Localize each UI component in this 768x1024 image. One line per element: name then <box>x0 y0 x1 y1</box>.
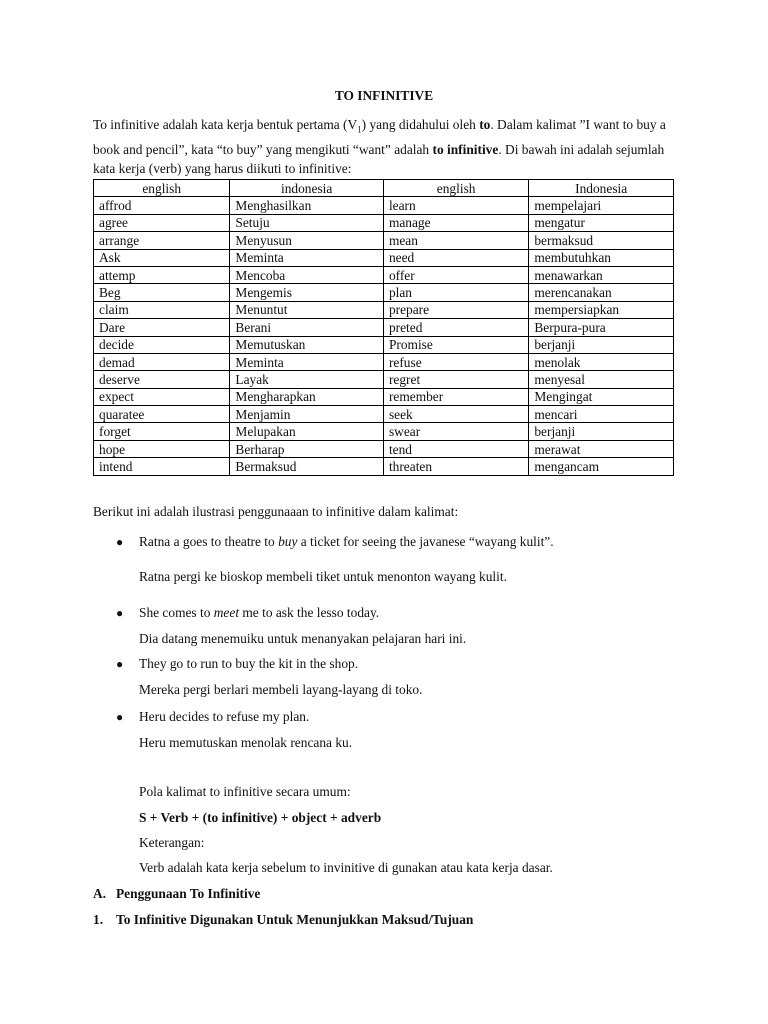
example-sentence: She comes to meet me to ask the lesso today. <box>139 605 380 620</box>
table-cell: menawarkan <box>529 266 674 283</box>
table-cell: Menyusun <box>230 232 384 249</box>
table-cell: intend <box>94 458 230 475</box>
table-cell: Menghasilkan <box>230 197 384 214</box>
intro-text-2: ) yang didahului oleh <box>361 117 480 132</box>
section-a-marker: A. <box>93 886 107 901</box>
table-row <box>94 284 674 301</box>
table-cell: need <box>383 249 528 266</box>
bullet-icon: ● <box>116 657 124 671</box>
table-cell: hope <box>94 440 230 457</box>
table-row <box>94 301 674 318</box>
table-cell: tend <box>383 440 528 457</box>
table-cell: decide <box>94 336 230 353</box>
table-cell: demad <box>94 353 230 370</box>
table-cell: Layak <box>230 371 384 388</box>
table-header: indonesia <box>230 180 384 197</box>
intro-text-4: . Di bawah ini adalah sejumlah kata kerja (verb) yang harus diikuti to infinitive: <box>93 141 665 176</box>
intro-subscript: 1 <box>357 124 362 135</box>
table-cell: affrod <box>94 197 230 214</box>
table-cell: Ask <box>94 249 230 266</box>
table-cell: arrange <box>94 232 230 249</box>
table-cell: mempersiapkan <box>529 301 674 318</box>
example-sentence: Heru decides to refuse my plan. <box>139 709 310 724</box>
table-cell: mengatur <box>529 214 674 231</box>
section-1-marker: 1. <box>93 912 104 927</box>
table-cell: regret <box>383 371 528 388</box>
table-cell: Menjamin <box>230 406 384 423</box>
table-cell: Meminta <box>230 249 384 266</box>
table-cell: Berpura-pura <box>529 319 674 336</box>
bullet-icon: ● <box>116 710 124 724</box>
table-row <box>94 214 674 231</box>
table-cell: deserve <box>94 371 230 388</box>
table-cell: mean <box>383 232 528 249</box>
table-row <box>94 371 674 388</box>
table-row <box>94 423 674 440</box>
section-a-heading: Penggunaan To Infinitive <box>116 886 261 901</box>
table-row <box>94 353 674 370</box>
table-cell: Bermaksud <box>230 458 384 475</box>
table-cell: Promise <box>383 336 528 353</box>
section-1-heading: To Infinitive Digunakan Untuk Menunjukkan Maksud/Tujuan <box>116 912 474 927</box>
table-row <box>94 249 674 266</box>
table-cell: Mengemis <box>230 284 384 301</box>
table-cell: membutuhkan <box>529 249 674 266</box>
table-row <box>94 266 674 283</box>
table-cell: mencari <box>529 406 674 423</box>
example-translation: Mereka pergi berlari membeli layang-layang di toko. <box>139 682 423 697</box>
table-cell: Berani <box>230 319 384 336</box>
table-header: Indonesia <box>529 180 674 197</box>
table-cell: learn <box>383 197 528 214</box>
table-cell: merencanakan <box>529 284 674 301</box>
table-cell: quaratee <box>94 406 230 423</box>
table-header: english <box>383 180 528 197</box>
table-cell: berjanji <box>529 336 674 353</box>
example-translation: Heru memutuskan menolak rencana ku. <box>139 735 353 750</box>
pattern-intro: Pola kalimat to infinitive secara umum: <box>139 784 351 799</box>
table-row <box>94 388 674 405</box>
table-cell: menyesal <box>529 371 674 388</box>
table-cell: Meminta <box>230 353 384 370</box>
example-sentence: They go to run to buy the kit in the shop. <box>139 656 359 671</box>
table-cell: manage <box>383 214 528 231</box>
table-cell: forget <box>94 423 230 440</box>
table-cell: berjanji <box>529 423 674 440</box>
table-cell: Berharap <box>230 440 384 457</box>
table-row <box>94 406 674 423</box>
table-cell: swear <box>383 423 528 440</box>
table-body <box>94 197 674 475</box>
table-cell: expect <box>94 388 230 405</box>
table-cell: attemp <box>94 266 230 283</box>
table-cell: agree <box>94 214 230 231</box>
note-text: Verb adalah kata kerja sebelum to invinitive di gunakan atau kata kerja dasar. <box>139 860 553 875</box>
table-cell: Mencoba <box>230 266 384 283</box>
intro-text-1: To infinitive adalah kata kerja bentuk pertama (V <box>93 117 358 132</box>
table-cell: Melupakan <box>230 423 384 440</box>
vocabulary-table <box>93 179 674 476</box>
table-cell: Mengingat <box>529 388 674 405</box>
table-cell: threaten <box>383 458 528 475</box>
table-row <box>94 458 674 475</box>
table-cell: Menuntut <box>230 301 384 318</box>
table-cell: mengancam <box>529 458 674 475</box>
table-cell: merawat <box>529 440 674 457</box>
table-cell: prepare <box>383 301 528 318</box>
table-row <box>94 336 674 353</box>
table-cell: seek <box>383 406 528 423</box>
page-title: TO INFINITIVE <box>334 88 434 103</box>
table-row <box>94 440 674 457</box>
intro-text-3: . Dalam kalimat ”I want to buy a book and pencil”, kata “to buy” yang mengikuti “want” adalah <box>93 117 666 157</box>
intro-paragraph <box>93 115 683 178</box>
table-cell: Mengharapkan <box>230 388 384 405</box>
table-cell: Setuju <box>230 214 384 231</box>
example-translation: Ratna pergi ke bioskop membeli tiket untuk menonton wayang kulit. <box>139 569 507 584</box>
table-cell: remember <box>383 388 528 405</box>
example-translation: Dia datang menemuiku untuk menanyakan pelajaran hari ini. <box>139 631 467 646</box>
table-row <box>94 197 674 214</box>
table-cell: offer <box>383 266 528 283</box>
table-row <box>94 232 674 249</box>
intro-bold-to-infinitive: to infinitive <box>432 141 499 157</box>
pattern-formula: S + Verb + (to infinitive) + object + adverb <box>139 810 382 825</box>
table-cell: plan <box>383 284 528 301</box>
table-cell: Dare <box>94 319 230 336</box>
table-header: english <box>94 180 230 197</box>
table-row <box>94 319 674 336</box>
table-cell: mempelajari <box>529 197 674 214</box>
example-sentence: Ratna a goes to theatre to buy a ticket for seeing the javanese “wayang kulit”. <box>139 534 554 549</box>
table-cell: preted <box>383 319 528 336</box>
illustration-heading: Berikut ini adalah ilustrasi penggunaaan to infinitive dalam kalimat: <box>93 504 459 519</box>
table-header-row <box>94 180 674 197</box>
table-cell: Memutuskan <box>230 336 384 353</box>
note-label: Keterangan: <box>139 835 205 850</box>
table-cell: menolak <box>529 353 674 370</box>
table-cell: refuse <box>383 353 528 370</box>
table-cell: bermaksud <box>529 232 674 249</box>
intro-bold-to: to <box>479 117 491 132</box>
table-cell: claim <box>94 301 230 318</box>
bullet-icon: ● <box>116 606 124 620</box>
table-cell: Beg <box>94 284 230 301</box>
bullet-icon: ● <box>116 535 124 549</box>
